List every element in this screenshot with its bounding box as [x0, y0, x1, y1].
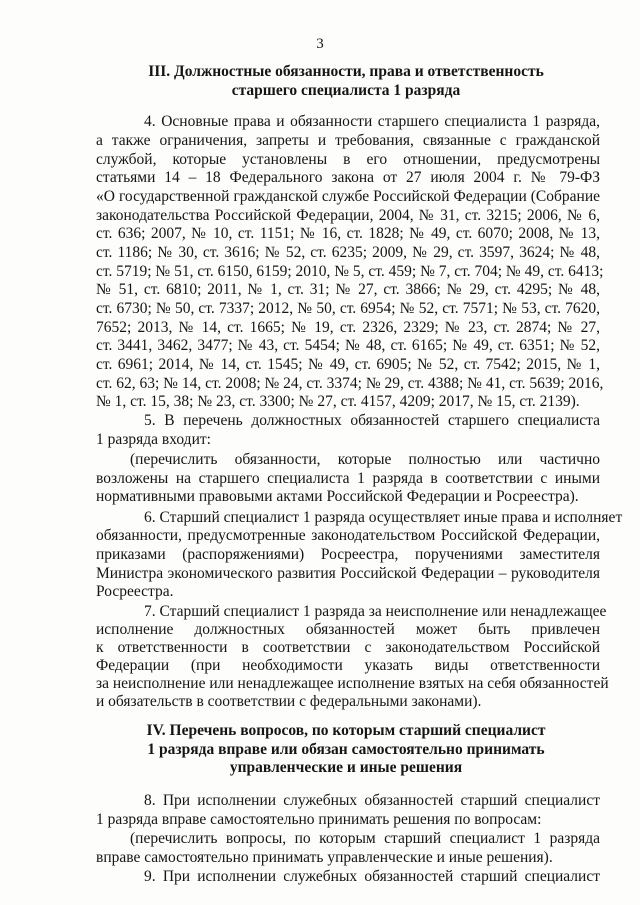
paragraph-8-line: 1 разряда вправе самостоятельно принимать решения по вопросам:: [96, 811, 542, 828]
paragraph-6-line: обязанности, предусмотренные законодательством Российской Федерации,: [96, 527, 600, 544]
paragraph-5-note-line: возложены на старшего специалиста 1 разряда в соответствии с иными: [96, 470, 600, 487]
paragraph-4-line: а также ограничения, запреты и требования, связанные с гражданской: [96, 132, 600, 149]
paragraph-4-line: ст. 5719; № 51, ст. 6150, 6159; 2010, № 5, ст. 459; № 7, ст. 704; № 49, ст. 6413;: [96, 263, 604, 280]
paragraph-6-line: Росреестра.: [96, 583, 174, 600]
paragraph-8-note-line: (перечислить вопросы, по которым старший специалист 1 разряда: [130, 830, 600, 847]
section-3-heading-line: старшего специалиста 1 разряда: [231, 81, 461, 99]
paragraph-7-line: к ответственности в соответствии с законодательством Российской: [96, 639, 600, 656]
section-3-heading: [96, 63, 596, 100]
paragraph-4-line: ст. 62, 63; № 14, ст. 2008; № 24, ст. 3374; № 29, ст. 4388; № 41, ст. 5639; 2016,: [96, 375, 604, 392]
paragraph-7-line: исполнение должностных обязанностей может быть привлечен: [96, 621, 600, 638]
paragraph-4-line: ст. 6961; 2014, № 14, ст. 1545; № 49, ст. 6905; № 52, ст. 7542; 2015, № 1,: [96, 356, 600, 373]
section-4-heading-line: IV. Перечень вопросов, по которым старший специалист: [146, 722, 546, 739]
paragraph-4-line: ст. 3441, 3462, 3477; № 43, ст. 5454; № 48, ст. 6165; № 49, ст. 6351; № 52,: [96, 337, 600, 354]
paragraph-9-line: 9. При исполнении служебных обязанностей старший специалист: [144, 868, 600, 885]
section-4-heading-line: 1 разряда вправе или обязан самостоятельно принимать: [147, 740, 545, 758]
paragraph-8-note-line: вправе самостоятельно принимать управленческие и иные решения).: [96, 849, 553, 866]
paragraph-4-line: статьями 14 – 18 Федерального закона от 27 июля 2004 г. № 79-ФЗ: [96, 169, 600, 186]
paragraph-4-line: ст. 1186; № 30, ст. 3616; № 52, ст. 6235; 2009, № 29, ст. 3597, 3624; № 48,: [96, 244, 600, 261]
paragraph-4-line: «О государственной гражданской службе Российской Федерации (Собрание: [96, 188, 600, 205]
paragraph-7-line: 7. Старший специалист 1 разряда за неисполнение или ненадлежащее: [144, 603, 607, 620]
paragraph-4-line: службой, которые установлены в его отношении, предусмотрены: [96, 151, 600, 168]
paragraph-5-line: 1 разряда входит:: [96, 431, 211, 448]
paragraph-6-line: приказами (распоряжениями) Росреестра, поручениями заместителя: [96, 546, 600, 563]
paragraph-4-line: № 1, ст. 15, 38; № 23, ст. 3300; № 27, ст. 4157, 4209; 2017, № 15, ст. 2139).: [96, 393, 580, 410]
paragraph-7-line: и обязательств в соответствии с федеральными законами).: [96, 693, 482, 710]
paragraph-4-line: ст. 6730; № 50, ст. 7337; 2012, № 50, ст. 6954; № 52, ст. 7571; № 53, ст. 7620,: [96, 300, 600, 317]
paragraph-4-line: 4. Основные права и обязанности старшего специалиста 1 разряда,: [144, 113, 600, 130]
paragraph-4-line: 7652; 2013, № 14, ст. 1665; № 19, ст. 2326, 2329; № 23, ст. 2874; № 27,: [96, 319, 600, 336]
section-4-heading: [96, 722, 596, 778]
paragraph-7-line: Федерации (при необходимости указать виды ответственности: [96, 657, 600, 674]
paragraph-7-line: за неисполнение или ненадлежащее исполнение взятых на себя обязанностей: [96, 675, 609, 692]
paragraph-5-note-line: нормативными правовыми актами Российской Федерации и Росреестра).: [96, 488, 579, 505]
paragraph-8-line: 8. При исполнении служебных обязанностей старший специалист: [144, 792, 600, 809]
page-number: 3: [316, 36, 324, 52]
paragraph-5-note-line: (перечислить обязанности, которые полностью или частично: [130, 451, 600, 468]
section-3-heading-line: III. Должностные обязанности, права и ответственность: [148, 63, 544, 80]
section-4-heading-line: управленческие и иные решения: [229, 759, 463, 776]
paragraph-6-line: 6. Старший специалист 1 разряда осуществляет иные права и исполняет: [144, 509, 623, 526]
paragraph-4-line: № 51, ст. 6810; 2011, № 1, ст. 31; № 27, ст. 3866; № 29, ст. 4295; № 48,: [96, 281, 600, 298]
paragraph-4-line: ст. 636; 2007, № 10, ст. 1151; № 16, ст. 1828; № 49, ст. 6070; 2008, № 13,: [96, 225, 600, 242]
paragraph-5-line: 5. В перечень должностных обязанностей старшего специалиста: [144, 412, 600, 429]
paragraph-4-line: законодательства Российской Федерации, 2004, № 31, ст. 3215; 2006, № 6,: [96, 207, 600, 224]
paragraph-6-line: Министра экономического развития Российской Федерации – руководителя: [96, 565, 600, 582]
